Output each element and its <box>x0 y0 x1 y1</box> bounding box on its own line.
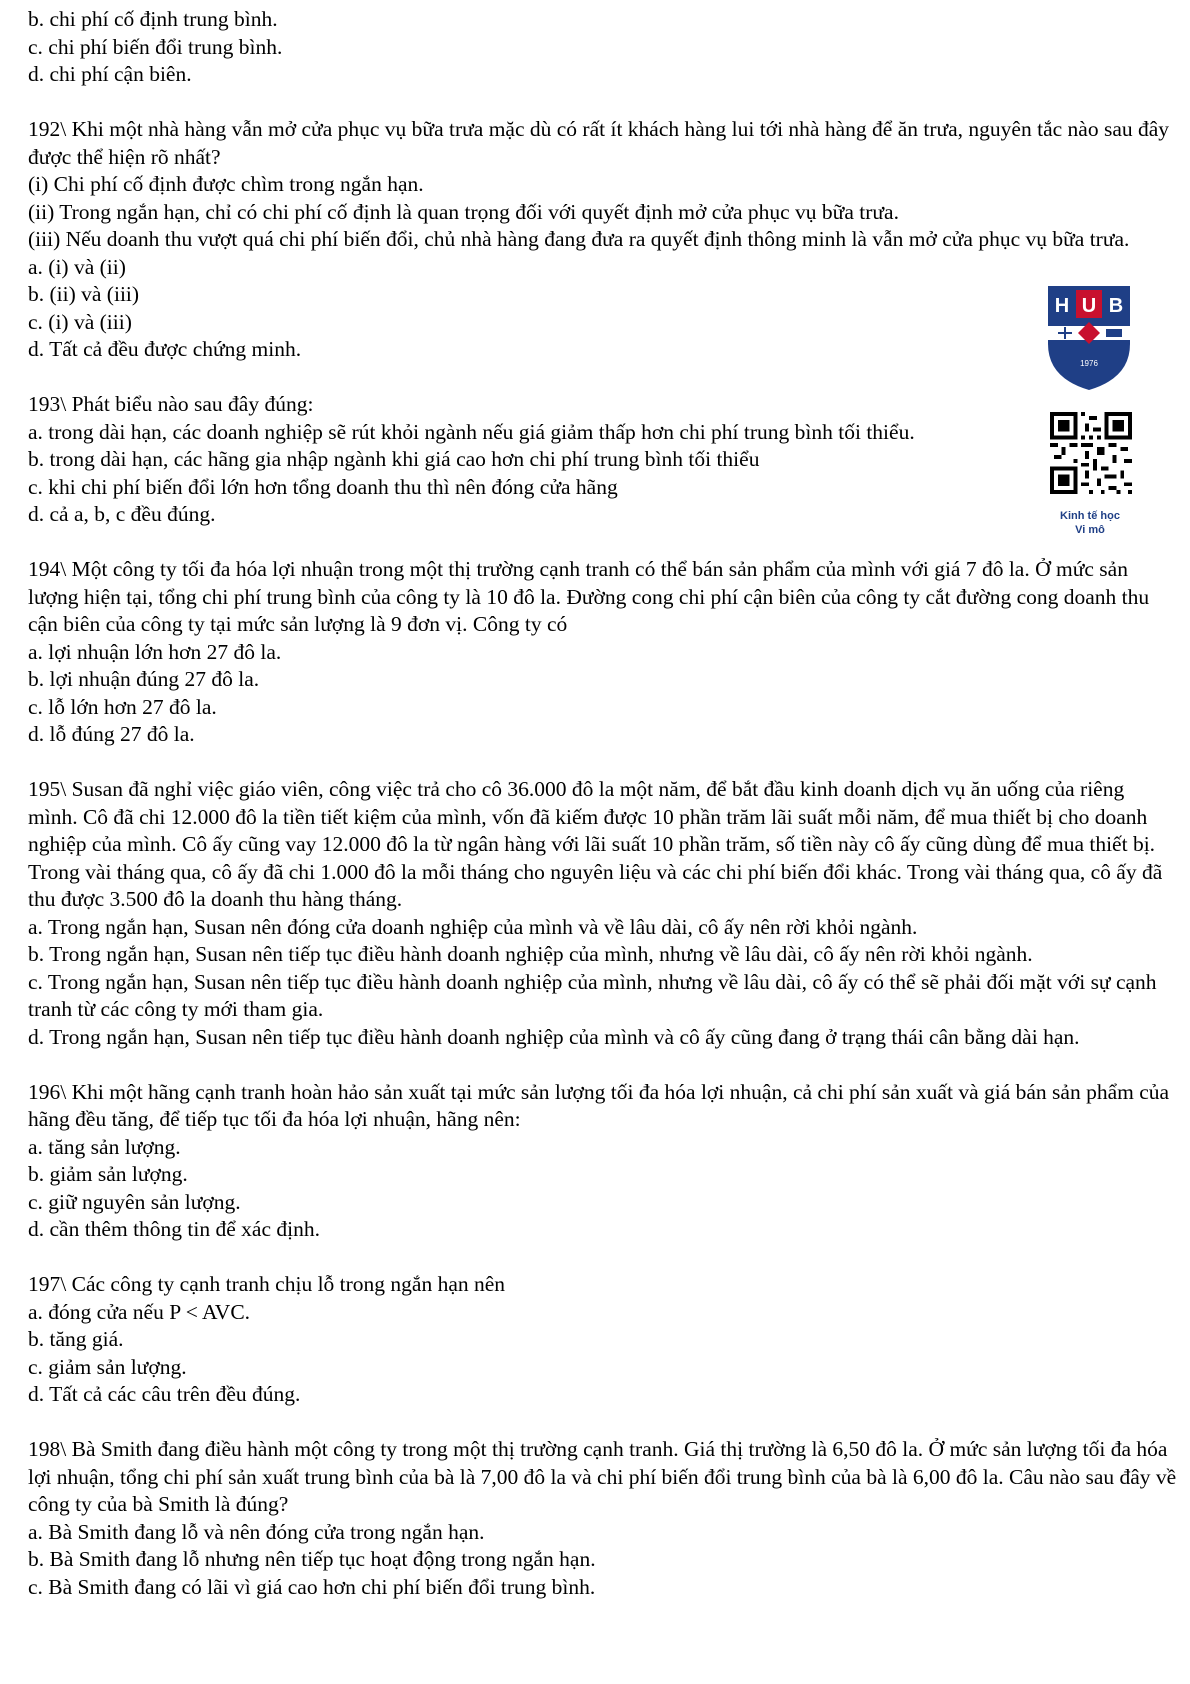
svg-text:U: U <box>1081 295 1097 317</box>
option-a: a. trong dài hạn, các doanh nghiệp sẽ rút khỏi ngành nếu giá giảm thấp hơn chi phí trung bình tối thiểu. <box>28 419 915 444</box>
svg-text:1976: 1976 <box>1080 359 1098 368</box>
option-c: c. khi chi phí biến đổi lớn hơn tổng doanh thu thì nên đóng cửa hãng <box>28 474 618 499</box>
option-d: d. Tất cả đều được chứng minh. <box>28 337 302 361</box>
question-193-stem: 193\ Phát biểu nào sau đây đúng: <box>28 392 314 416</box>
option-c: c. lỗ lớn hơn 27 đô la. <box>28 694 217 719</box>
question-197-stem: 197\ Các công ty cạnh tranh chịu lỗ trong ngắn hạn nên <box>28 1272 506 1296</box>
option-a: a. (i) và (ii) <box>28 254 126 279</box>
option-b: b. trong dài hạn, các hãng gia nhập ngành khi giá cao hơn chi phí trung bình tối thiểu <box>28 447 760 471</box>
question-196-stem: 196\ Khi một hãng cạnh tranh hoàn hảo sản xuất tại mức sản lượng tối đa hóa lợi nhuận, cả chi phí sản xuất và giá bán sản phẩm của hãng đều tăng, để tiếp tục tối đa hóa lợi nhuận, hãng nên: <box>28 1079 1170 1131</box>
qr-code-icon <box>1050 412 1132 494</box>
option-b: b. lợi nhuận đúng 27 đô la. <box>28 667 260 691</box>
question-195-stem: 195\ Susan đã nghỉ việc giáo viên, công việc trả cho cô 36.000 đô la một năm, để bắt đầu kinh doanh dịch vụ ăn uống của riêng mình. Cô đã chi 12.000 đô la tiền tiết kiệm của mình, vốn đã kiếm được 10 phần trăm lãi suất mỗi năm, để mua thiết bị cho doanh nghiệp của mình. Cô ấy cũng vay 12.000 đô la từ ngân hàng với lãi suất 10 phần trăm, số tiền này cô ấy cũng dùng để mua thiết bị. Trong vài tháng qua, cô ấy đã chi 1.000 đô la mỗi tháng cho nguyên liệu và các chi phí biến đổi khác. Trong vài tháng qua, cô ấy đã thu được 3.500 đô la doanh thu hàng tháng. <box>28 777 1163 911</box>
brand-line-1: Kinh tế học <box>1060 510 1120 522</box>
statement-i: (i) Chi phí cố định được chìm trong ngắn hạn. <box>28 172 424 196</box>
option-d: d. cả a, b, c đều đúng. <box>28 502 216 526</box>
option-b: b. Trong ngắn hạn, Susan nên tiếp tục điều hành doanh nghiệp của mình, nhưng về lâu dài, cô ấy nên rời khỏi ngành. <box>28 942 1033 966</box>
hub-shield-logo-icon <box>1044 282 1134 392</box>
brand-line-2: Vi mô <box>1075 524 1105 536</box>
option-c: c. chi phí biến đổi trung bình. <box>28 34 283 59</box>
document-page <box>28 6 1178 1601</box>
option-d: d. cần thêm thông tin để xác định. <box>28 1217 320 1241</box>
option-d: d. Tất cả các câu trên đều đúng. <box>28 1382 301 1406</box>
option-a: a. đóng cửa nếu P < AVC. <box>28 1299 251 1324</box>
option-a: a. Trong ngắn hạn, Susan nên đóng cửa doanh nghiệp của mình và về lâu dài, cô ấy nên rời khỏi ngành. <box>28 914 918 939</box>
option-a: a. Bà Smith đang lỗ và nên đóng cửa trong ngắn hạn. <box>28 1519 485 1544</box>
option-c: c. Bà Smith đang có lãi vì giá cao hơn chi phí biến đổi trung bình. <box>28 1574 596 1599</box>
statement-ii: (ii) Trong ngắn hạn, chỉ có chi phí cố định là quan trọng đối với quyết định mở cửa phục vụ bữa trưa. <box>28 199 899 224</box>
option-b: b. chi phí cố định trung bình. <box>28 7 278 31</box>
option-d: d. chi phí cận biên. <box>28 62 192 86</box>
question-194-stem: 194\ Một công ty tối đa hóa lợi nhuận trong một thị trường cạnh tranh có thể bán sản phẩm của mình với giá 7 đô la. Ở mức sản lượng hiện tại, tổng chi phí trung bình của công ty là 10 đô la. Đường cong chi phí cận biên của công ty cắt đường cong doanh thu cận biên của công ty tại mức sản lượng là 9 đơn vị. Công ty có <box>28 557 1150 636</box>
question-192-stem: 192\ Khi một nhà hàng vẫn mở cửa phục vụ bữa trưa mặc dù có rất ít khách hàng lui tới nhà hàng để ăn trưa, nguyên tắc nào sau đây được thể hiện rõ nhất? <box>28 117 1170 169</box>
svg-text:H: H <box>1054 295 1070 317</box>
hub-logo-block <box>1030 282 1140 542</box>
option-d: d. Trong ngắn hạn, Susan nên tiếp tục điều hành doanh nghiệp của mình và cô ấy cũng đang ở trạng thái cân bằng dài hạn. <box>28 1024 1080 1049</box>
option-b: b. (ii) và (iii) <box>28 282 140 306</box>
option-a: a. tăng sản lượng. <box>28 1134 181 1159</box>
option-c: c. Trong ngắn hạn, Susan nên tiếp tục điều hành doanh nghiệp của mình, nhưng về lâu dài, cô ấy có thể sẽ phải đối mặt với sự cạnh tranh từ các công ty mới tham gia. <box>28 969 1157 1021</box>
option-c: c. giảm sản lượng. <box>28 1354 187 1379</box>
option-d: d. lỗ đúng 27 đô la. <box>28 722 195 746</box>
option-b: b. giảm sản lượng. <box>28 1162 188 1186</box>
option-b: b. tăng giá. <box>28 1327 124 1351</box>
option-c: c. giữ nguyên sản lượng. <box>28 1189 241 1214</box>
statement-iii: (iii) Nếu doanh thu vượt quá chi phí biến đổi, chủ nhà hàng đang đưa ra quyết định thông minh là vẫn mở cửa phục vụ bữa trưa. <box>28 227 1130 251</box>
question-198-stem: 198\ Bà Smith đang điều hành một công ty trong một thị trường cạnh tranh. Giá thị trường là 6,50 đô la. Ở mức sản lượng tối đa hóa lợi nhuận, tổng chi phí sản xuất trung bình của bà là 7,00 đô la và chi phí biến đổi trung bình của bà là 6,00 đô la. Câu nào sau đây về công ty của bà Smith là đúng? <box>28 1437 1177 1516</box>
option-b: b. Bà Smith đang lỗ nhưng nên tiếp tục hoạt động trong ngắn hạn. <box>28 1547 596 1571</box>
option-a: a. lợi nhuận lớn hơn 27 đô la. <box>28 639 282 664</box>
option-c: c. (i) và (iii) <box>28 309 132 334</box>
svg-text:B: B <box>1108 295 1124 317</box>
